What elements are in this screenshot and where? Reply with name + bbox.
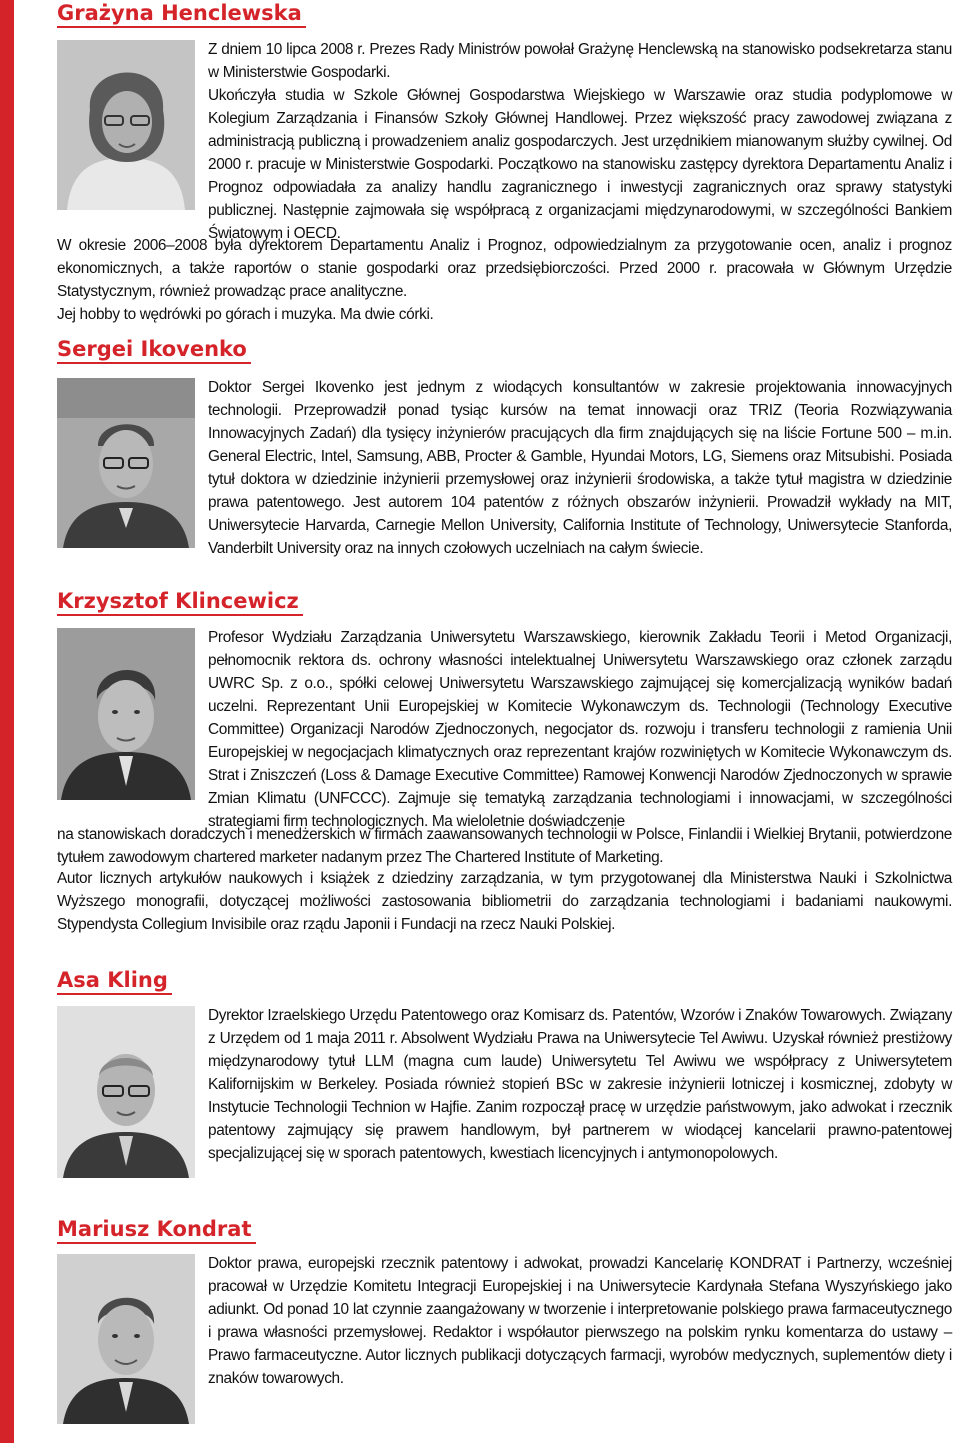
ikovenko-paragraph-1: Doktor Sergei Ikovenko jest jednym z wiodących konsultantów w zakresie projektowania innowacyjnych technologii. Przeprowadził ponad tysiąc kursów na temat innowacji oraz TRIZ (Teoria Rozwiązywania Innowacyjnych Zadań) dla tysięcy inżynierów pracujących dla firm znajdujących się na liście Fortune 500 – m.in. General Electric, Intel, Samsung, ABB, Procter & Gamble, Hyundai Motors, LG, Siemens oraz Mitsubishi. Posiada tytuł doktora w dziedzinie inżynierii przemysłowej oraz inżynierii środowiska, a także tytuł magistra w dziedzinie prawa patentowego. Jest autorem 104 patentów z różnych obszarów inżynierii. Prowadził wykłady na MIT, Uniwersytecie Harvarda, Carnegie Mellon University, California Institute of Technology, Uniwersytecie Stanforda, Vanderbilt University oraz na innych czołowych uczelniach na całym świecie. bbox=[208, 379, 952, 557]
photo-ikovenko bbox=[57, 378, 195, 548]
henclewska-paragraph-3: W okresie 2006–2008 była dyrektorem Departamentu Analiz i Prognoz, odpowiedzialnym za przygotowanie ocen, analiz i prognoz ekonomicznych, a także raportów o stanie gospodarki oraz przedsiębiorczości. Przed 2000 r. pracowała w Głównym Urzędzie Statystycznym, również prowadząc prace analityczne. bbox=[57, 237, 952, 300]
name-henclewska: Grażyna Henclewska bbox=[57, 0, 306, 28]
henclewska-paragraph-4: Jej hobby to wędrówki po górach i muzyka. Ma dwie córki. bbox=[57, 306, 434, 323]
klincewicz-paragraph-2: na stanowiskach doradczych i menedżerskich w firmach zaawansowanych technologii w Polsce, Finlandii i Wielkiej Brytanii, potwierdzone tytułem zawodowym chartered marketer nadanym przez The Chartered Institute of Marketing. bbox=[57, 826, 952, 866]
photo-henclewska bbox=[57, 40, 195, 210]
klincewicz-paragraph-3: Autor licznych artykułów naukowych i książek z dziedziny zarządzania, w tym przygotowanej dla Ministerstwa Nauki i Szkolnictwa Wyższego monografii, dotyczącej możliwości zastosowania bibliometrii do zarządzania technologiami i badaniami naukowymi. Stypendysta Collegium Invisibile oraz rządu Japonii i Fundacji na rzecz Nauki Polskiej. bbox=[57, 870, 952, 933]
photo-klincewicz bbox=[57, 628, 195, 800]
photo-kling bbox=[57, 1006, 195, 1178]
name-kondrat: Mariusz Kondrat bbox=[57, 1216, 256, 1244]
kling-paragraph-1: Dyrektor Izraelskiego Urzędu Patentowego oraz Komisarz ds. Patentów, Wzorów i Znaków Towarowych. Związany z Urzędem od 1 maja 2011 r. Absolwent Wydziału Prawa na Uniwersytecie Tel Awiwu. Uzyskał również prestiżowy międzynarodowy tytuł LLM (magna cum laude) Uniwersytetu Tel Awiwu we współpracy z Uniwersytetem Kalifornijskim w Berkeley. Posiada również stopień BSc w zakresie inżynierii lotniczej i kosmicznej, zdobyty w Instytucie Technologii Technion w Hajfie. Zanim rozpoczął pracę w urzędzie państwowym, jako adwokat i rzecznik patentowy zajmujący się prawem handlowym, był partnerem w wiodącej kancelarii prawno-patentowej specjalizującej się w sporach patentowych, kwestiach licencyjnych i antymonopolowych. bbox=[208, 1007, 952, 1162]
kondrat-paragraph-1: Doktor prawa, europejski rzecznik patentowy i adwokat, prowadzi Kancelarię KONDRAT i Partnerzy, wcześniej pracował w Urzędzie Komitetu Integracji Europejskiej i na Uniwersytecie Kardynała Stefana Wyszyńskiego jako adiunkt. Od ponad 10 lat czynnie zaangażowany w tworzenie i interpretowanie polskiego prawa farmaceutycznego i prawa własności przemysłowej. Redaktor i współautor pierwszego na polskim rynku komentarza do ustawy – Prawo farmaceutyczne. Autor licznych publikacji dotyczących farmacji, wyrobów medycznych, suplementów diety i znaków towarowych. bbox=[208, 1255, 952, 1387]
name-ikovenko: Sergei Ikovenko bbox=[57, 336, 251, 364]
henclewska-paragraph-2: Ukończyła studia w Szkole Głównej Gospodarstwa Wiejskiego w Warszawie oraz studia podyplomowe w Kolegium Zarządzania i Finansów Szkoły Głównej Handlowej. Przez większość pracy zawodowej związana z administracją publiczną i prowadzeniem analiz gospodarczych. Jest urzędnikiem mianowanym służby cywilnej. Od 2000 r. pracuje w Ministerstwie Gospodarki. Początkowo na stanowisku zastępcy dyrektora Departamentu Analiz i Prognoz odpowiadała za analizy handlu zagranicznego i inwestycji zagranicznych oraz sprawy statystyki publicznej. Następnie zajmowała się współpracą z organizacjami międzynarodowymi, w szczególności Bankiem Światowym i OECD. bbox=[208, 87, 952, 242]
accent-rule bbox=[0, 0, 14, 1443]
photo-kondrat bbox=[57, 1254, 195, 1424]
name-klincewicz: Krzysztof Klincewicz bbox=[57, 588, 303, 616]
name-kling: Asa Kling bbox=[57, 967, 172, 995]
henclewska-paragraph-1: Z dniem 10 lipca 2008 r. Prezes Rady Ministrów powołał Grażynę Henclewską na stanowisko podsekretarza stanu w Ministerstwie Gospodarki. bbox=[208, 41, 952, 81]
klincewicz-paragraph-1: Profesor Wydziału Zarządzania Uniwersytetu Warszawskiego, kierownik Zakładu Teorii i Metod Organizacji, pełnomocnik rektora ds. ochrony własności intelektualnej Uniwersytetu Warszawskiego oraz członek zarządu UWRC Sp. z o.o., spółki celowej Uniwersytetu Warszawskiego zajmującej się komercjalizacją wyników badań uczelni. Reprezentant Unii Europejskiej w Komitecie Wykonawczym ds. Technologii (Technology Executive Committee) Organizacji Narodów Zjednoczonych, negocjator ds. rozwoju i transferu technologii z ramienia Unii Europejskiej w negocjacjach klimatycznych oraz reprezentant krajów rozwiniętych w Komitecie Wykonawczym ds. Strat i Zniszczeń (Loss & Damage Executive Committee) Ramowej Konwencji Narodów Zjednoczonych w sprawie Zmian Klimatu (UNFCCC). Zajmuje się tematyką zarządzania technologiami i innowacjami, w szczególności strategiami firm technologicznych. Ma wieloletnie doświadczenie bbox=[208, 629, 952, 830]
